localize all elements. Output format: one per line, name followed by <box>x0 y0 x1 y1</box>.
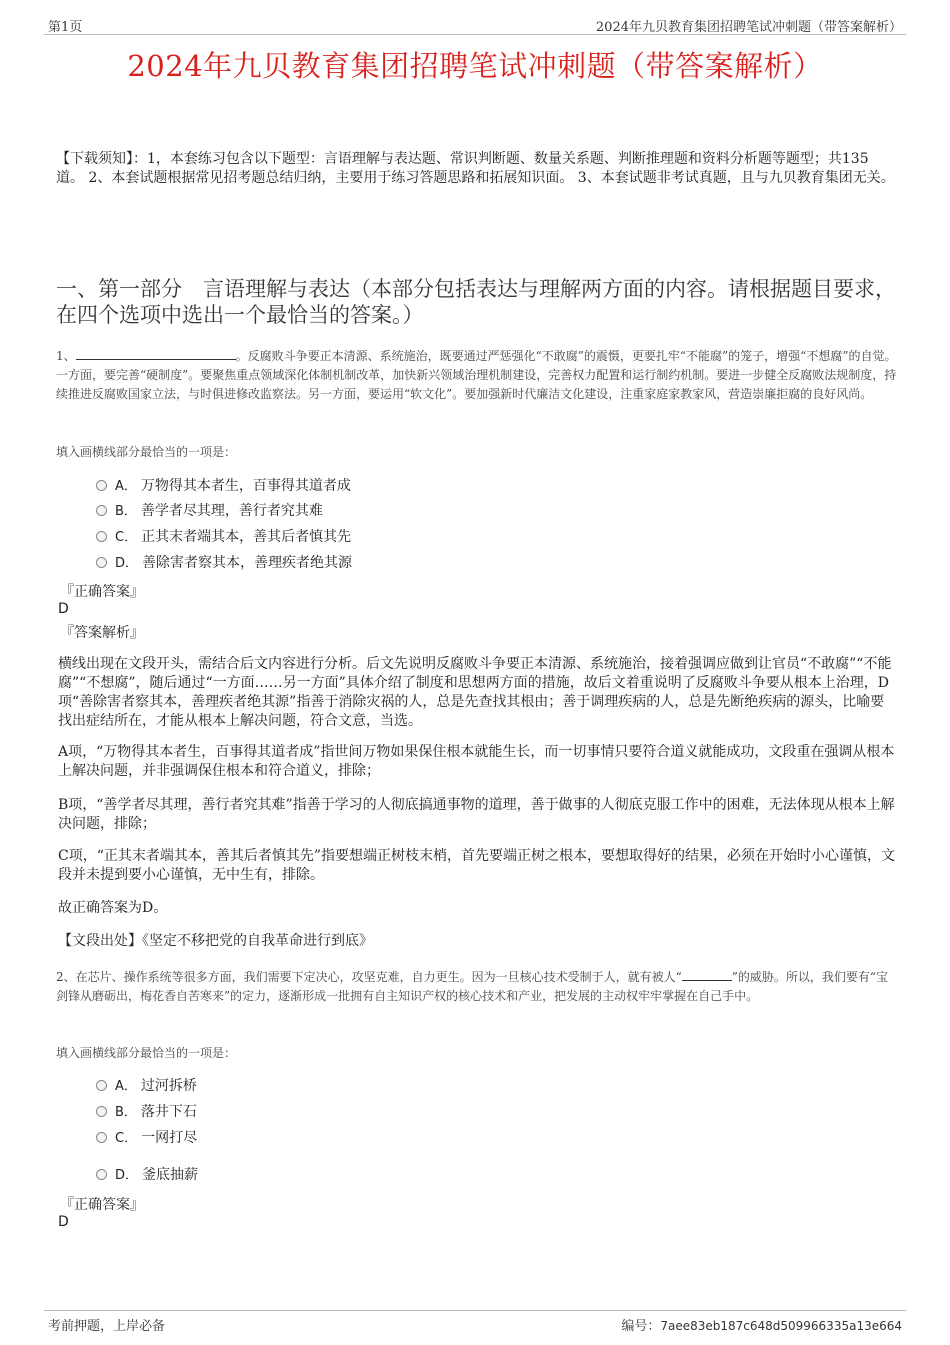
question-1-option-c[interactable] <box>96 527 351 547</box>
radio-icon[interactable] <box>96 1169 107 1180</box>
analysis-paragraph: 横线出现在文段开头，需结合后文内容进行分析。后文先说明反腐败斗争要正本清源、系统施治，接着强调应做到让官员“不敢腐”“不能腐”“不想腐”，随后通过“一方面……另一方面”具体介绍了制度和思想两方面的措施，故后文着重说明了反腐败斗争要从根本上治理，D项“善除害者察其本，善理疾者绝其源”指善于消除灾祸的人，总是先查找其根由；善于调理疾病的人，总是先断绝疾病的源头，比喻要找出症结所在，才能从根本上解决问题，符合文意，当选。 <box>58 656 892 729</box>
option-text: 善学者尽其理，善行者究其难 <box>140 503 323 519</box>
question-2-option-b[interactable] <box>96 1102 197 1122</box>
question-1-text: 。反腐败斗争要正本清源、系统施治，既要通过严惩强化“不敢腐”的震慑，更要扎牢“不能腐”的笼子，增强“不想腐”的自觉。一方面，要完善“硬制度”。要聚焦重点领域深化体制机制改革，加快新兴领域治理机制建设，完善权力配置和运行制约机制。要进一步健全反腐败法规制度，持续推进反腐败国家立法，与时俱进修改监察法。另一方面，要运用“软文化”。要加强新时代廉洁文化建设，注重家庭家教家风，营造崇廉拒腐的良好风尚。 <box>56 349 897 401</box>
question-2-stem <box>56 968 898 1006</box>
question-1-option-a[interactable] <box>96 476 351 496</box>
radio-icon[interactable] <box>96 480 107 491</box>
answer-blank <box>76 347 236 360</box>
download-notice: 【下载须知】：1，本套练习包含以下题型：言语理解与表达题、常识判断题、数量关系题、判断推理题和资料分析题等题型；共135道。 2、本套试题根据常见招考题总结归纳，主要用于练习答题思路和拓展知识面。 3、本套试题非考试真题，且与九贝教育集团无关。 <box>56 151 895 186</box>
correct-answer-label: 『正确答案』 <box>60 1197 144 1213</box>
page-header <box>44 14 906 35</box>
correct-answer: D <box>58 601 69 617</box>
question-1-number: 1、 <box>56 349 76 363</box>
option-letter: D． <box>115 1168 139 1183</box>
footer-code-label: 编号： <box>621 1319 661 1334</box>
radio-icon[interactable] <box>96 531 107 542</box>
radio-icon[interactable] <box>96 1080 107 1091</box>
option-letter: B． <box>115 504 137 519</box>
question-2-option-c[interactable] <box>96 1128 197 1148</box>
radio-icon[interactable] <box>96 557 107 568</box>
page-footer <box>44 1310 906 1333</box>
option-letter: A． <box>115 479 137 494</box>
option-text: 过河拆桥 <box>140 1078 197 1094</box>
correct-answer-label: 『正确答案』 <box>60 584 144 600</box>
correct-answer: D <box>58 1214 69 1230</box>
section-heading: 一、第一部分 言语理解与表达（本部分包括表达与理解两方面的内容。请根据题目要求，在四个选项中选出一个最恰当的答案。） <box>56 277 896 327</box>
question-2-prompt: 填入画横线部分最恰当的一项是： <box>56 1046 237 1060</box>
question-1-prompt: 填入画横线部分最恰当的一项是： <box>56 445 237 459</box>
source-citation: 【文段出处】《坚定不移把党的自我革命进行到底》 <box>58 933 373 949</box>
footer-slogan: 考前押题，上岸必备 <box>48 1319 166 1334</box>
option-text: 万物得其本者生，百事得其道者成 <box>140 478 351 494</box>
analysis-option-b: B项，“善学者尽其理，善行者究其难”指善于学习的人彻底搞通事物的道理，善于做事的人彻底克服工作中的困难，无法体现从根本上解决问题，排除； <box>58 797 895 832</box>
option-text: 釜底抽薪 <box>142 1167 199 1183</box>
analysis-option-a: A项，“万物得其本者生，百事得其道者成”指世间万物如果保住根本就能生长，而一切事情只要符合道义就能成功，文段重在强调从根本上解决问题，并非强调保住根本和符合道义，排除； <box>58 744 895 779</box>
footer-code: 7aee83eb187c648d509966335a13e664 <box>660 1319 902 1333</box>
footer-code-block <box>621 1315 902 1334</box>
answer-blank <box>682 968 732 981</box>
radio-icon[interactable] <box>96 1132 107 1143</box>
question-2-text-after: ”的威胁。所以，我们要有“宝剑锋从磨砺出，梅花香自苦寒来”的定力，逐渐形成一批拥有自主知识产权的核心技术和产业，把发展的主动权牢牢掌握在自己手中。 <box>56 970 889 1003</box>
question-2-option-a[interactable] <box>96 1076 197 1096</box>
analysis-label: 『答案解析』 <box>60 625 144 641</box>
question-2-text-before: 2、在芯片、操作系统等很多方面，我们需要下定决心，攻坚克难，自力更生。因为一旦核心技术受制于人，就有被人“ <box>56 970 682 984</box>
option-letter: C． <box>115 1131 138 1146</box>
question-1-option-b[interactable] <box>96 501 323 521</box>
option-text: 一网打尽 <box>141 1130 198 1146</box>
option-letter: D． <box>115 556 139 571</box>
option-text: 善除害者察其本，善理疾者绝其源 <box>142 555 353 571</box>
question-1-stem <box>56 347 898 404</box>
option-text: 落井下石 <box>140 1104 197 1120</box>
analysis-conclusion: 故正确答案为D。 <box>58 900 168 916</box>
radio-icon[interactable] <box>96 1106 107 1117</box>
option-letter: A． <box>115 1079 137 1094</box>
document-title: 2024年九贝教育集团招聘笔试冲刺题（带答案解析） <box>127 49 823 83</box>
option-letter: C． <box>115 530 138 545</box>
option-letter: B． <box>115 1105 137 1120</box>
radio-icon[interactable] <box>96 505 107 516</box>
analysis-option-c: C项，“正其末者端其本，善其后者慎其先”指要想端正树枝末梢，首先要端正树之根本，要想取得好的结果，必须在开始时小心谨慎，文段并未提到要小心谨慎，无中生有，排除。 <box>58 848 896 883</box>
question-1-option-d[interactable] <box>96 553 352 573</box>
page-number: 第1页 <box>48 20 83 35</box>
question-2-option-d[interactable] <box>96 1165 198 1185</box>
header-doc-title: 2024年九贝教育集团招聘笔试冲刺题（带答案解析） <box>595 20 902 35</box>
option-text: 正其末者端其本，善其后者慎其先 <box>141 529 352 545</box>
